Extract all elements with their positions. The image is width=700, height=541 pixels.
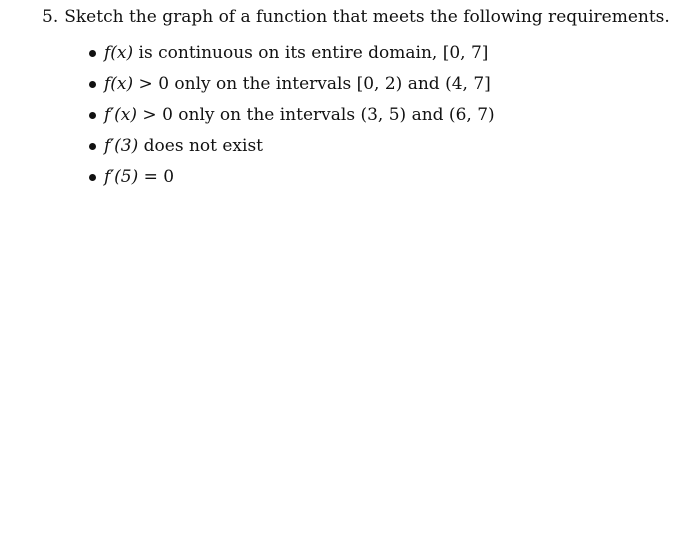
problem-number: 5. [42, 7, 59, 27]
bullet-icon [89, 174, 96, 181]
requirement-text: = 0 [138, 167, 175, 187]
bullet-icon [89, 81, 96, 88]
bullet-icon [89, 143, 96, 150]
requirement-item [42, 162, 682, 193]
requirement-math: f′(3) [104, 136, 139, 156]
requirement-text: does not exist [138, 136, 264, 156]
requirement-text: is continuous on its entire domain, [0, 7] [133, 43, 489, 63]
requirement-math: f(x) [104, 74, 134, 94]
requirement-item [42, 69, 682, 100]
requirement-text: > 0 only on the intervals (3, 5) and (6, 7) [137, 105, 495, 125]
bullet-icon [89, 112, 96, 119]
problem-text: Sketch the graph of a function that meets the following requirements. [64, 7, 670, 27]
requirement-math: f′(5) [104, 167, 139, 187]
requirement-item [42, 100, 682, 131]
bullet-icon [89, 50, 96, 57]
requirement-item [42, 38, 682, 69]
requirement-math: f′(x) [104, 105, 138, 125]
problem-block [42, 4, 682, 193]
problem-statement [42, 4, 682, 30]
requirement-math: f(x) [104, 43, 134, 63]
requirement-item [42, 131, 682, 162]
requirement-text: > 0 only on the intervals [0, 2) and (4, 7] [133, 74, 491, 94]
requirements-list [42, 38, 682, 193]
